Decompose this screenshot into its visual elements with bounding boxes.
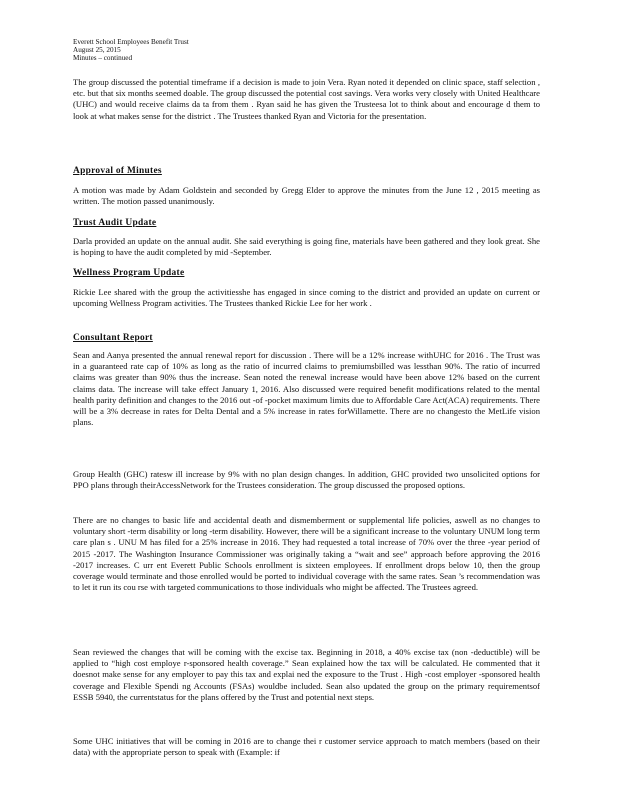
audit-paragraph: Darla provided an update on the annual audit. She said everything is going fine, materials have been gathered and they look great. She is hoping to have the audit completed by mid -September.: [73, 236, 540, 258]
consultant-paragraph-renewal: Sean and Aanya presented the annual renewal report for discussion . There will be a 12% increase withUHC for 2016 . The Trust was in a guaranteed rate cap of 10% as long as the ratio of incurred claims to premiumsbilled was lessthan 90%. The ratio of incurred claims was greater than 90% thus the increase. Sean noted the renewal increase would have been above 12% based on the current claims data. The increase will take effect January 1, 2016. Also discussed were required benefit modifications related to the mental health parity definition and changes to the 2016 out -of -pocket maximum limits due to Affordable Care Act(ACA) requirements. There will be a 3% decrease in rates for Delta Dental and a 5% increase in rates forWillamette. There are no changesto the MetLife vision plans.: [73, 350, 540, 428]
consultant-paragraph-excise-tax: Sean reviewed the changes that will be coming with the excise tax. Beginning in 2018, a 40% excise tax (non -deductible) will be applied to “high cost employe r-sponsored health coverage.” Sean explained how the tax will be calculated. He commented that it doesnot make sense for any employer to pay this tax and explai ned the exposure to the Trust . High -cost employer -sponsored health coverage and Flexible Spendi ng Accounts (FSAs) wouldbe included. Sean also updated the group on the primary requirementsof ESSB 5940, the currentstatus for the plans offered by the Trust and potential next steps.: [73, 647, 540, 702]
consultant-paragraph-unum: There are no changes to basic life and accidental death and dismemberment or supplemental life policies, aswell as no changes to voluntary short -term disability or long -term disability. However, there will be a significant increase to the voluntary UNUM long term care plan s . UNU M has filed for a 25% increase in 2016. They had requested a total increase of 70% over the three -year period of 2015 -2017. The Washington Insurance Commissioner was originally taking a “wait and see” approach before approving the 2016 -2017 increases. C urr ent Everett Public Schools enrollment is sixteen employees. If enrollment drops below 10, then the group coverage would terminate and those enrolled would be ported to individual coverage with the same rates. Sean ’s recommendation was to let it run its cou rse with targeted communications to those individuals who might be affected. The Trustees agreed.: [73, 515, 540, 593]
consultant-heading: Consultant Report: [73, 333, 153, 343]
approval-heading: Approval of Minutes: [73, 166, 162, 176]
approval-paragraph: A motion was made by Adam Goldstein and seconded by Gregg Elder to approve the minutes from the June 12 , 2015 meeting as written. The motion passed unanimously.: [73, 185, 540, 207]
header-date: August 25, 2015: [73, 46, 121, 55]
consultant-paragraph-ghc: Group Health (GHC) ratesw ill increase by 9% with no plan design changes. In addition, GHC provided two unsolicited options for PPO plans through theirAccessNetwork for the Trustees consideration. The group discussed the proposed options.: [73, 469, 540, 491]
header-continued: Minutes – continued: [73, 54, 133, 63]
wellness-paragraph: Rickie Lee shared with the group the activitiesshe has engaged in since coming to the district and provided an update on current or upcoming Wellness Program activities. The Trustees thanked Rickie Lee for her work .: [73, 287, 540, 309]
audit-heading: Trust Audit Update: [73, 218, 157, 228]
consultant-paragraph-uhc-initiatives: Some UHC initiatives that will be coming in 2016 are to change thei r customer service approach to match members (based on their data) with the appropriate person to speak with (Example: if: [73, 736, 540, 758]
intro-paragraph: The group discussed the potential timeframe if a decision is made to join Vera. Ryan noted it depended on clinic space, staff selection , etc. but that six months seemed doable. The group discussed the potential cost savings. Vera works very closely with United Healthcare (UHC) and would receive claims da ta from them . Ryan said he has given the Trusteesa lot to think about and encourage d them to look at what makes sense for the district . The Trustees thanked Ryan and Victoria for the presentation.: [73, 77, 540, 121]
wellness-heading: Wellness Program Update: [73, 268, 185, 278]
running-header: [73, 38, 473, 63]
header-organization: Everett School Employees Benefit Trust: [73, 38, 189, 46]
